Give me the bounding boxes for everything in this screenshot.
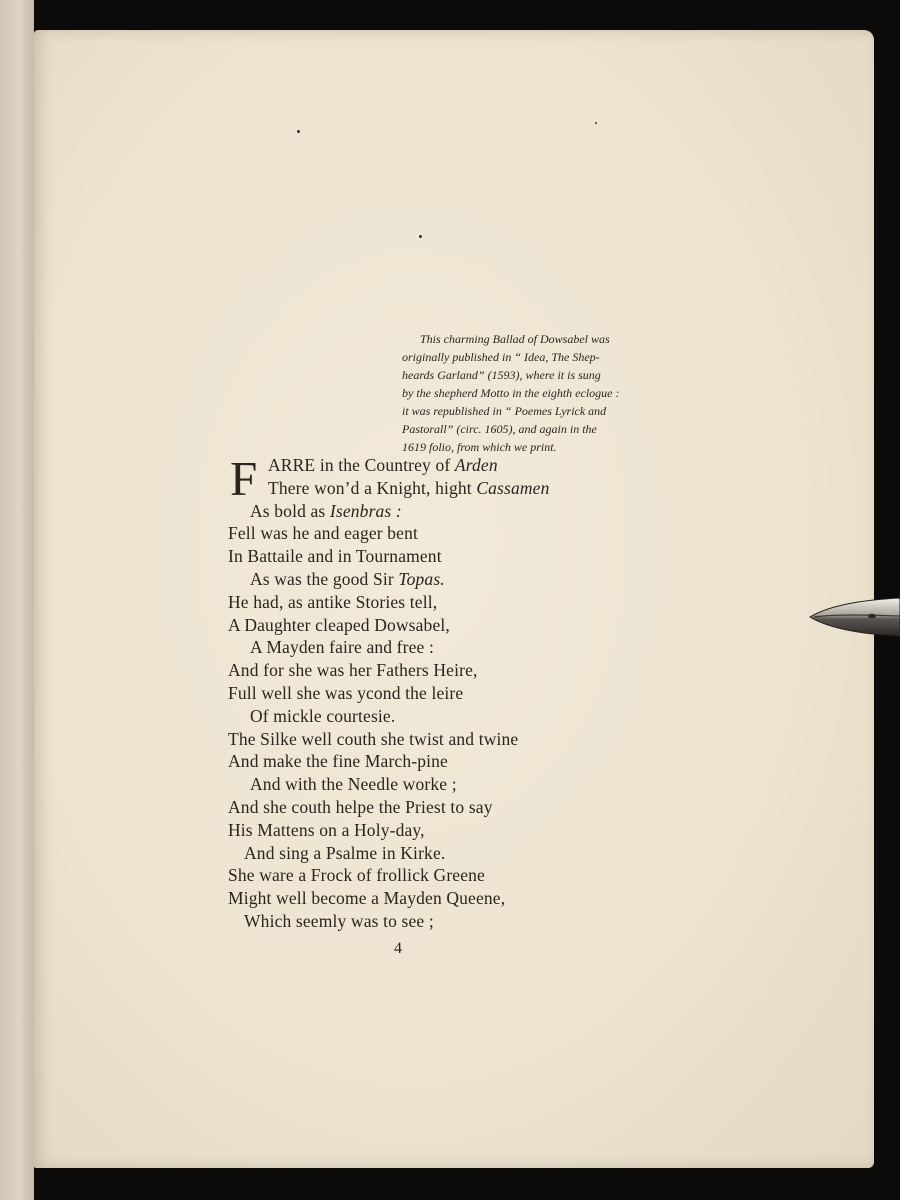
poem-line: Of mickle courtesie. [250,705,396,726]
poem-line: In Battaile and in Tournament [228,546,442,567]
poem-line: And sing a Psalme in Kirke. [244,842,446,863]
poem-line: A Mayden faire and free : [250,637,435,658]
drop-cap: F [230,451,258,506]
note-line: Pastorall” (circ. 1605), and again in the [402,422,597,436]
previous-page-edge [0,0,34,1200]
editorial-note [402,330,664,456]
note-line: This charming Ballad of Dowsabel was [420,332,610,346]
poem-line: She ware a Frock of frollick Greene [228,865,485,886]
poem-text: As bold as [250,500,326,521]
ink-speck [419,235,422,238]
poem-line: Which seemly was to see ; [244,910,434,931]
note-line: originally published in “ Idea, The Shep- [402,350,600,364]
ballad-text [228,451,648,933]
page-number: 4 [394,940,402,957]
poem-text: There won’d a Knight, hight [268,477,472,498]
note-line: by the shepherd Motto in the eighth eclogue : [402,386,620,400]
poem-line [228,477,648,500]
note-line: heards Garland” (1593), where it is sung [402,368,601,382]
poem-text: As was the good Sir [250,568,394,589]
poem-line: And for she was her Fathers Heire, [228,660,478,681]
poem-line: He had, as antike Stories tell, [228,591,438,612]
poem-line [228,454,648,477]
note-line: 1619 folio, from which we print. [402,440,557,454]
poem-italic: Arden [454,455,498,475]
poem-italic: Isenbras : [329,500,402,521]
note-line: it was republished in “ Poemes Lyrick and [402,404,607,418]
poem-line: The Silke well couth she twist and twine [228,728,519,749]
poem-line: Might well become a Mayden Queene, [228,888,506,909]
poem-line: A Daughter cleaped Dowsabel, [228,614,450,635]
ink-speck [595,122,597,124]
poem-line: Full well she was ycond the leire [228,682,464,703]
poem-italic: Topas. [398,568,445,589]
poem-line: And with the Needle worke ; [250,774,457,795]
poem-text: in the Countrey of [319,455,451,475]
poem-line: And make the fine March-pine [228,751,448,772]
poem-line [228,568,648,591]
small-caps-word: ARRE [268,455,316,475]
pen-nib-pointer [808,594,900,640]
ink-speck [297,130,300,133]
poem-line: Fell was he and eager bent [228,523,419,544]
poem-italic: Cassamen [476,477,550,498]
poem-line: And she couth helpe the Priest to say [228,796,493,817]
poem-line: His Mattens on a Holy-day, [228,819,425,840]
poem-line [228,500,648,523]
